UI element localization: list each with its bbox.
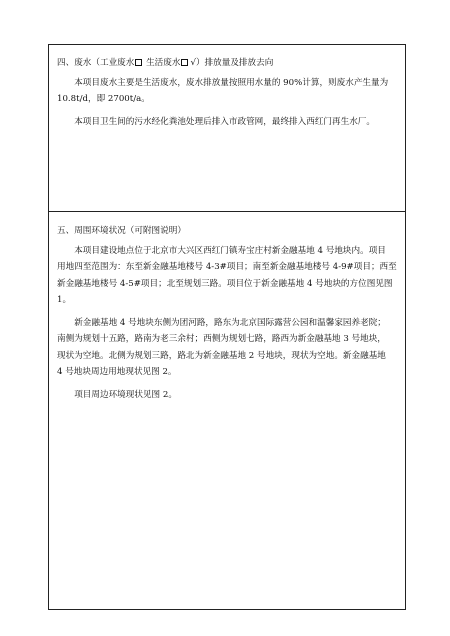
wastewater-paragraph-2 bbox=[57, 114, 399, 131]
wastewater-paragraph-1 bbox=[57, 75, 399, 108]
surroundings-section bbox=[57, 223, 399, 409]
surroundings-heading: 五、周围环境状况（可附图说明） bbox=[57, 226, 186, 236]
paragraph-line: 本项目卫生间的污水经化粪池处理后排入市政管网，最终排入西红门再生水厂。 bbox=[74, 116, 375, 127]
paragraph-line: 1。 bbox=[57, 295, 72, 305]
paragraph-line: 10.8t/d，即 2700t/a。 bbox=[57, 94, 150, 104]
paragraph-line: 用地四至范围为：东至新金融基地楼号 4-3#项目；南至新金融基地楼号 4-9#项目；西至 bbox=[57, 262, 397, 272]
paragraph-line: 本项目建设地点位于北京市大兴区西红门镇寿宝庄村新金融基地 4 号地块内。项目 bbox=[74, 245, 386, 256]
section-divider bbox=[49, 211, 405, 212]
wastewater-heading-mid: 生活废水 bbox=[143, 58, 181, 68]
domestic-wastewater-check: √） bbox=[190, 58, 205, 68]
industrial-wastewater-checkbox[interactable] bbox=[135, 59, 142, 66]
paragraph-line: 新金融基地楼号 4-5#项目；北至规划三路。项目位于新金融基地 4 号地块的方位图见图 bbox=[57, 278, 393, 289]
form-table bbox=[48, 44, 406, 610]
paragraph-line: 现状为空地。北侧为规划三路，路北为新金融基地 2 号地块，现状为空地。新金融基地 bbox=[57, 350, 386, 361]
paragraph-line: 南侧为规划十五路，路南为老三余村；西侧为规划七路，路西为新金融基地 3 号地块， bbox=[57, 334, 386, 344]
surroundings-paragraph-3 bbox=[57, 387, 399, 404]
surroundings-paragraph-2 bbox=[57, 315, 399, 381]
wastewater-heading bbox=[57, 55, 399, 72]
paragraph-line: 本项目废水主要是生活废水，废水排放量按照用水量的 90%计算，则废水产生量为 bbox=[74, 77, 389, 88]
wastewater-section bbox=[57, 55, 399, 136]
domestic-wastewater-checkbox[interactable] bbox=[181, 59, 188, 66]
wastewater-heading-suffix: 排放量及排放去向 bbox=[204, 58, 274, 68]
paragraph-line: 项目周边环境现状见图 2。 bbox=[74, 389, 177, 400]
wastewater-heading-prefix: 四、废水（工业废水 bbox=[57, 58, 135, 68]
paragraph-line: 新金融基地 4 号地块东侧为团河路，路东为北京国际露营公园和温馨家园养老院； bbox=[74, 317, 386, 328]
surroundings-paragraph-1 bbox=[57, 243, 399, 309]
paragraph-line: 4 号地块周边用地现状见图 2。 bbox=[57, 367, 177, 377]
